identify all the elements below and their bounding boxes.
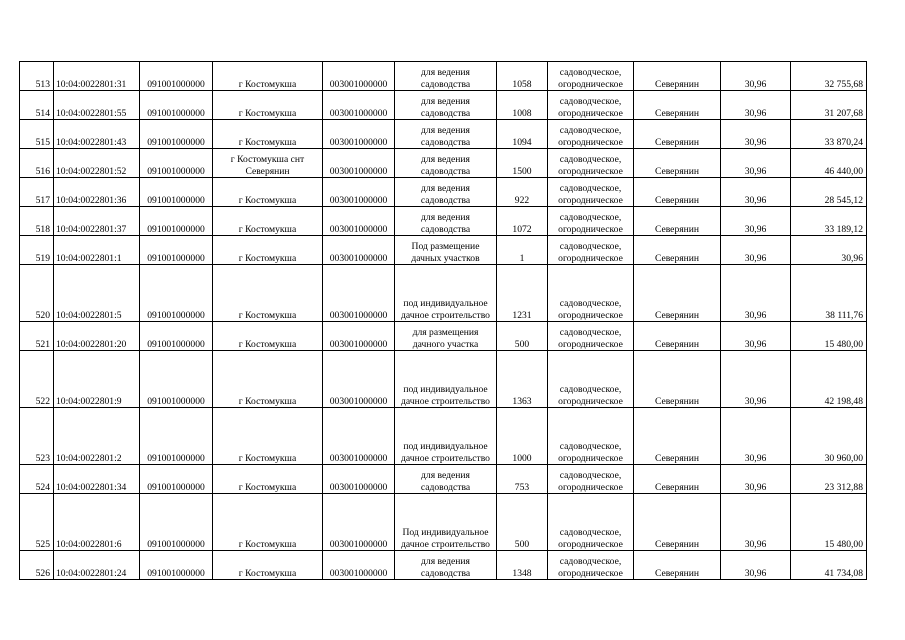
location-code-cell: 003001000000: [323, 265, 395, 322]
oktmo-code-cell: 091001000000: [140, 551, 213, 580]
permitted-use-cell: для ведения садоводства: [395, 120, 497, 149]
area-value-cell: 1231: [497, 265, 548, 322]
row-number-cell: 525: [20, 494, 54, 551]
land-plot-table: [19, 61, 867, 580]
location-code-cell: 003001000000: [323, 494, 395, 551]
location-code-cell: 003001000000: [323, 408, 395, 465]
location-code-cell: 003001000000: [323, 120, 395, 149]
land-category-cell: садоводческое, огородническое: [548, 408, 634, 465]
settlement-cell: г Костомукша: [213, 551, 323, 580]
rate-value-cell: 30,96: [721, 149, 791, 178]
location-code-cell: 003001000000: [323, 178, 395, 207]
row-number-cell: 516: [20, 149, 54, 178]
land-category-cell: садоводческое, огородническое: [548, 91, 634, 120]
permitted-use-cell: для ведения садоводства: [395, 551, 497, 580]
settlement-cell: г Костомукша: [213, 91, 323, 120]
cadastral-number-cell: 10:04:0022801:31: [54, 62, 140, 91]
area-value-cell: 1: [497, 236, 548, 265]
row-number-cell: 526: [20, 551, 54, 580]
table-row: [20, 465, 867, 494]
table-row: [20, 408, 867, 465]
oktmo-code-cell: 091001000000: [140, 265, 213, 322]
area-value-cell: 1500: [497, 149, 548, 178]
cadastral-value-cell: 46 440,00: [791, 149, 867, 178]
cadastral-number-cell: 10:04:0022801:52: [54, 149, 140, 178]
area-value-cell: 500: [497, 322, 548, 351]
land-category-cell: садоводческое, огородническое: [548, 149, 634, 178]
row-number-cell: 517: [20, 178, 54, 207]
settlement-cell: г Костомукша: [213, 62, 323, 91]
location-code-cell: 003001000000: [323, 207, 395, 236]
oktmo-code-cell: 091001000000: [140, 149, 213, 178]
permitted-use-cell: Под индивидуальное дачное строительство: [395, 494, 497, 551]
oktmo-code-cell: 091001000000: [140, 351, 213, 408]
permitted-use-cell: для ведения садоводства: [395, 465, 497, 494]
permitted-use-cell: для ведения садоводства: [395, 62, 497, 91]
table-row: [20, 62, 867, 91]
association-name-cell: Северянин: [634, 551, 721, 580]
table-row: [20, 322, 867, 351]
land-category-cell: садоводческое, огородническое: [548, 465, 634, 494]
row-number-cell: 520: [20, 265, 54, 322]
settlement-cell: г Костомукша: [213, 351, 323, 408]
cadastral-number-cell: 10:04:0022801:36: [54, 178, 140, 207]
table-row: [20, 120, 867, 149]
rate-value-cell: 30,96: [721, 351, 791, 408]
land-category-cell: садоводческое, огородническое: [548, 62, 634, 91]
land-category-cell: садоводческое, огородническое: [548, 351, 634, 408]
table-row: [20, 551, 867, 580]
association-name-cell: Северянин: [634, 91, 721, 120]
cadastral-number-cell: 10:04:0022801:55: [54, 91, 140, 120]
cadastral-number-cell: 10:04:0022801:24: [54, 551, 140, 580]
association-name-cell: Северянин: [634, 207, 721, 236]
table-row: [20, 351, 867, 408]
cadastral-value-cell: 15 480,00: [791, 322, 867, 351]
land-category-cell: садоводческое, огородническое: [548, 120, 634, 149]
settlement-cell: г Костомукша: [213, 465, 323, 494]
association-name-cell: Северянин: [634, 408, 721, 465]
rate-value-cell: 30,96: [721, 207, 791, 236]
land-category-cell: садоводческое, огородническое: [548, 178, 634, 207]
association-name-cell: Северянин: [634, 62, 721, 91]
cadastral-number-cell: 10:04:0022801:43: [54, 120, 140, 149]
settlement-cell: г Костомукша: [213, 207, 323, 236]
cadastral-value-cell: 30,96: [791, 236, 867, 265]
rate-value-cell: 30,96: [721, 465, 791, 494]
cadastral-value-cell: 15 480,00: [791, 494, 867, 551]
settlement-cell: г Костомукша: [213, 236, 323, 265]
area-value-cell: 1000: [497, 408, 548, 465]
rate-value-cell: 30,96: [721, 236, 791, 265]
oktmo-code-cell: 091001000000: [140, 120, 213, 149]
settlement-cell: г Костомукша: [213, 120, 323, 149]
rate-value-cell: 30,96: [721, 62, 791, 91]
rate-value-cell: 30,96: [721, 178, 791, 207]
cadastral-value-cell: 33 870,24: [791, 120, 867, 149]
cadastral-number-cell: 10:04:0022801:1: [54, 236, 140, 265]
area-value-cell: 500: [497, 494, 548, 551]
oktmo-code-cell: 091001000000: [140, 465, 213, 494]
association-name-cell: Северянин: [634, 149, 721, 178]
cadastral-number-cell: 10:04:0022801:20: [54, 322, 140, 351]
cadastral-value-cell: 28 545,12: [791, 178, 867, 207]
location-code-cell: 003001000000: [323, 351, 395, 408]
permitted-use-cell: под индивидуальное дачное строительство: [395, 265, 497, 322]
row-number-cell: 515: [20, 120, 54, 149]
cadastral-number-cell: 10:04:0022801:37: [54, 207, 140, 236]
association-name-cell: Северянин: [634, 351, 721, 408]
oktmo-code-cell: 091001000000: [140, 494, 213, 551]
area-value-cell: 1094: [497, 120, 548, 149]
cadastral-value-cell: 23 312,88: [791, 465, 867, 494]
location-code-cell: 003001000000: [323, 551, 395, 580]
location-code-cell: 003001000000: [323, 322, 395, 351]
table-row: [20, 494, 867, 551]
oktmo-code-cell: 091001000000: [140, 236, 213, 265]
land-category-cell: садоводческое, огородническое: [548, 207, 634, 236]
oktmo-code-cell: 091001000000: [140, 322, 213, 351]
cadastral-number-cell: 10:04:0022801:2: [54, 408, 140, 465]
permitted-use-cell: для размещения дачного участка: [395, 322, 497, 351]
area-value-cell: 1072: [497, 207, 548, 236]
rate-value-cell: 30,96: [721, 551, 791, 580]
permitted-use-cell: Под размещение дачных участков: [395, 236, 497, 265]
cadastral-value-cell: 33 189,12: [791, 207, 867, 236]
area-value-cell: 1008: [497, 91, 548, 120]
association-name-cell: Северянин: [634, 265, 721, 322]
land-category-cell: садоводческое, огородническое: [548, 494, 634, 551]
row-number-cell: 518: [20, 207, 54, 236]
association-name-cell: Северянин: [634, 494, 721, 551]
oktmo-code-cell: 091001000000: [140, 62, 213, 91]
cadastral-number-cell: 10:04:0022801:34: [54, 465, 140, 494]
permitted-use-cell: под индивидуальное дачное строительство: [395, 408, 497, 465]
cadastral-number-cell: 10:04:0022801:5: [54, 265, 140, 322]
area-value-cell: 1363: [497, 351, 548, 408]
cadastral-value-cell: 30 960,00: [791, 408, 867, 465]
rate-value-cell: 30,96: [721, 494, 791, 551]
cadastral-value-cell: 31 207,68: [791, 91, 867, 120]
row-number-cell: 523: [20, 408, 54, 465]
rate-value-cell: 30,96: [721, 91, 791, 120]
settlement-cell: г Костомукша: [213, 494, 323, 551]
row-number-cell: 521: [20, 322, 54, 351]
settlement-cell: г Костомукша: [213, 408, 323, 465]
association-name-cell: Северянин: [634, 236, 721, 265]
oktmo-code-cell: 091001000000: [140, 408, 213, 465]
oktmo-code-cell: 091001000000: [140, 91, 213, 120]
location-code-cell: 003001000000: [323, 236, 395, 265]
rate-value-cell: 30,96: [721, 408, 791, 465]
land-category-cell: садоводческое, огородническое: [548, 322, 634, 351]
area-value-cell: 1058: [497, 62, 548, 91]
cadastral-number-cell: 10:04:0022801:6: [54, 494, 140, 551]
location-code-cell: 003001000000: [323, 149, 395, 178]
settlement-cell: г Костомукша: [213, 322, 323, 351]
cadastral-value-cell: 38 111,76: [791, 265, 867, 322]
permitted-use-cell: для ведения садоводства: [395, 149, 497, 178]
table-row: [20, 91, 867, 120]
settlement-cell: г Костомукша: [213, 265, 323, 322]
permitted-use-cell: для ведения садоводства: [395, 178, 497, 207]
settlement-cell: г Костомукша: [213, 178, 323, 207]
row-number-cell: 524: [20, 465, 54, 494]
rate-value-cell: 30,96: [721, 120, 791, 149]
oktmo-code-cell: 091001000000: [140, 178, 213, 207]
rate-value-cell: 30,96: [721, 322, 791, 351]
row-number-cell: 514: [20, 91, 54, 120]
association-name-cell: Северянин: [634, 322, 721, 351]
cadastral-number-cell: 10:04:0022801:9: [54, 351, 140, 408]
location-code-cell: 003001000000: [323, 91, 395, 120]
location-code-cell: 003001000000: [323, 465, 395, 494]
table-row: [20, 149, 867, 178]
association-name-cell: Северянин: [634, 178, 721, 207]
permitted-use-cell: под индивидуальное дачное строительство: [395, 351, 497, 408]
table-row: [20, 207, 867, 236]
row-number-cell: 519: [20, 236, 54, 265]
area-value-cell: 753: [497, 465, 548, 494]
land-category-cell: садоводческое, огородническое: [548, 265, 634, 322]
rate-value-cell: 30,96: [721, 265, 791, 322]
table-row: [20, 236, 867, 265]
cadastral-value-cell: 42 198,48: [791, 351, 867, 408]
permitted-use-cell: для ведения садоводства: [395, 207, 497, 236]
cadastral-value-cell: 32 755,68: [791, 62, 867, 91]
association-name-cell: Северянин: [634, 465, 721, 494]
oktmo-code-cell: 091001000000: [140, 207, 213, 236]
area-value-cell: 922: [497, 178, 548, 207]
table-row: [20, 265, 867, 322]
permitted-use-cell: для ведения садоводства: [395, 91, 497, 120]
table-row: [20, 178, 867, 207]
association-name-cell: Северянин: [634, 120, 721, 149]
land-category-cell: садоводческое, огородническое: [548, 551, 634, 580]
row-number-cell: 513: [20, 62, 54, 91]
location-code-cell: 003001000000: [323, 62, 395, 91]
row-number-cell: 522: [20, 351, 54, 408]
cadastral-value-cell: 41 734,08: [791, 551, 867, 580]
land-category-cell: садоводческое, огородническое: [548, 236, 634, 265]
settlement-cell: г Костомукша снт Северянин: [213, 149, 323, 178]
area-value-cell: 1348: [497, 551, 548, 580]
